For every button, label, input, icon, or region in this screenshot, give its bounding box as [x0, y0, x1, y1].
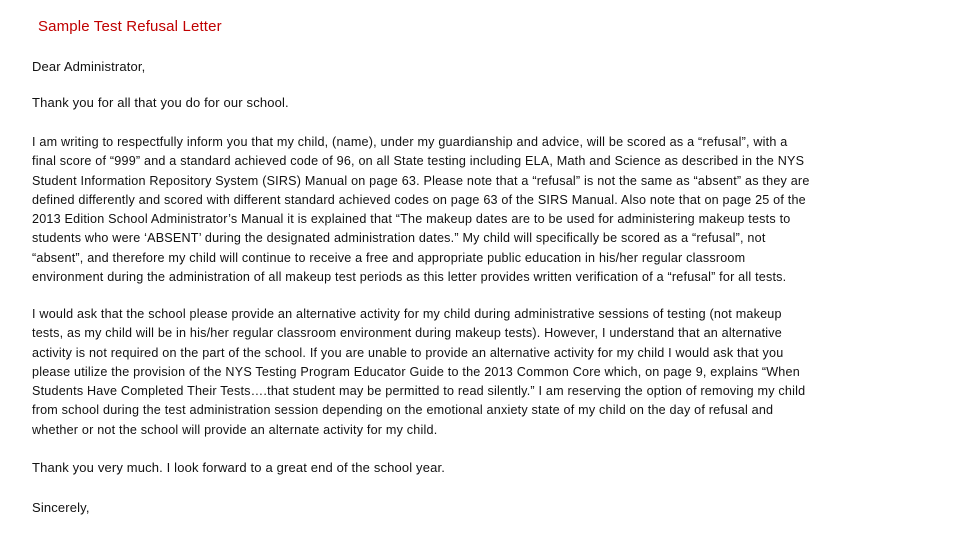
closing-thanks: Thank you very much. I look forward to a great end of the school year.: [32, 460, 445, 475]
paragraph-line: tests, as my child will be in his/her regular classroom environment during makeup tests). However, I understand that an alternative: [32, 326, 782, 341]
paragraph-line: I would ask that the school please provide an alternative activity for my child during administrative sessions of testing (not makeup: [32, 307, 782, 321]
paragraph-line: activity is not required on the part of the school. If you are unable to provide an alternative activity for my child I would ask that you: [32, 345, 784, 360]
salutation: Dear Administrator,: [32, 59, 146, 74]
paragraph-line: “absent”, and therefore my child will continue to receive a free and appropriate public education in his/her regular classroom: [32, 250, 746, 265]
thanks-line: Thank you for all that you do for our school.: [32, 95, 289, 110]
paragraph-line: Students Have Completed Their Tests….that student may be permitted to read silently.” I am reserving the option of removing my child: [32, 384, 806, 398]
paragraph-refusal: [32, 133, 810, 287]
letter-title: Sample Test Refusal Letter: [38, 18, 222, 35]
paragraph-line: final score of “999” and a standard achieved code of 96, on all State testing including ELA, Math and Science as described in the NYS: [32, 154, 805, 169]
paragraph-line: defined differently and scored with different standard achieved codes on page 63 of the SIRS Manual. Also note that on page 25 of the: [32, 192, 806, 207]
paragraph-line: I am writing to respectfully inform you that my child, (name), under my guardianship and advice, will be scored as a “refusal”, with a: [32, 135, 788, 149]
paragraph-line: students who were ‘ABSENT’ during the designated administration dates.” My child will specifically be scored as a “refusal”, not: [32, 231, 766, 246]
paragraph-line: from school during the test administration session depending on the emotional anxiety state of my child on the day of refusal and: [32, 403, 774, 418]
paragraph-line: please utilize the provision of the NYS Testing Program Educator Guide to the 2013 Common Core which, on page 9, explains “When: [32, 364, 800, 379]
paragraph-line: 2013 Edition School Administrator’s Manual it is explained that “The makeup dates are to be used for administering makeup tests to: [32, 212, 791, 226]
paragraph-line: environment during the administration of all makeup test periods as this letter provides written verification of a “refusal” for all tests.: [32, 269, 787, 284]
signoff: Sincerely,: [32, 500, 90, 515]
paragraph-alternative-activity: [32, 305, 805, 440]
paragraph-line: whether or not the school will provide an alternate activity for my child.: [32, 422, 438, 437]
paragraph-line: Student Information Repository System (SIRS) Manual on page 63. Please note that a “refusal” is not the same as “absent” as they are: [32, 173, 810, 188]
